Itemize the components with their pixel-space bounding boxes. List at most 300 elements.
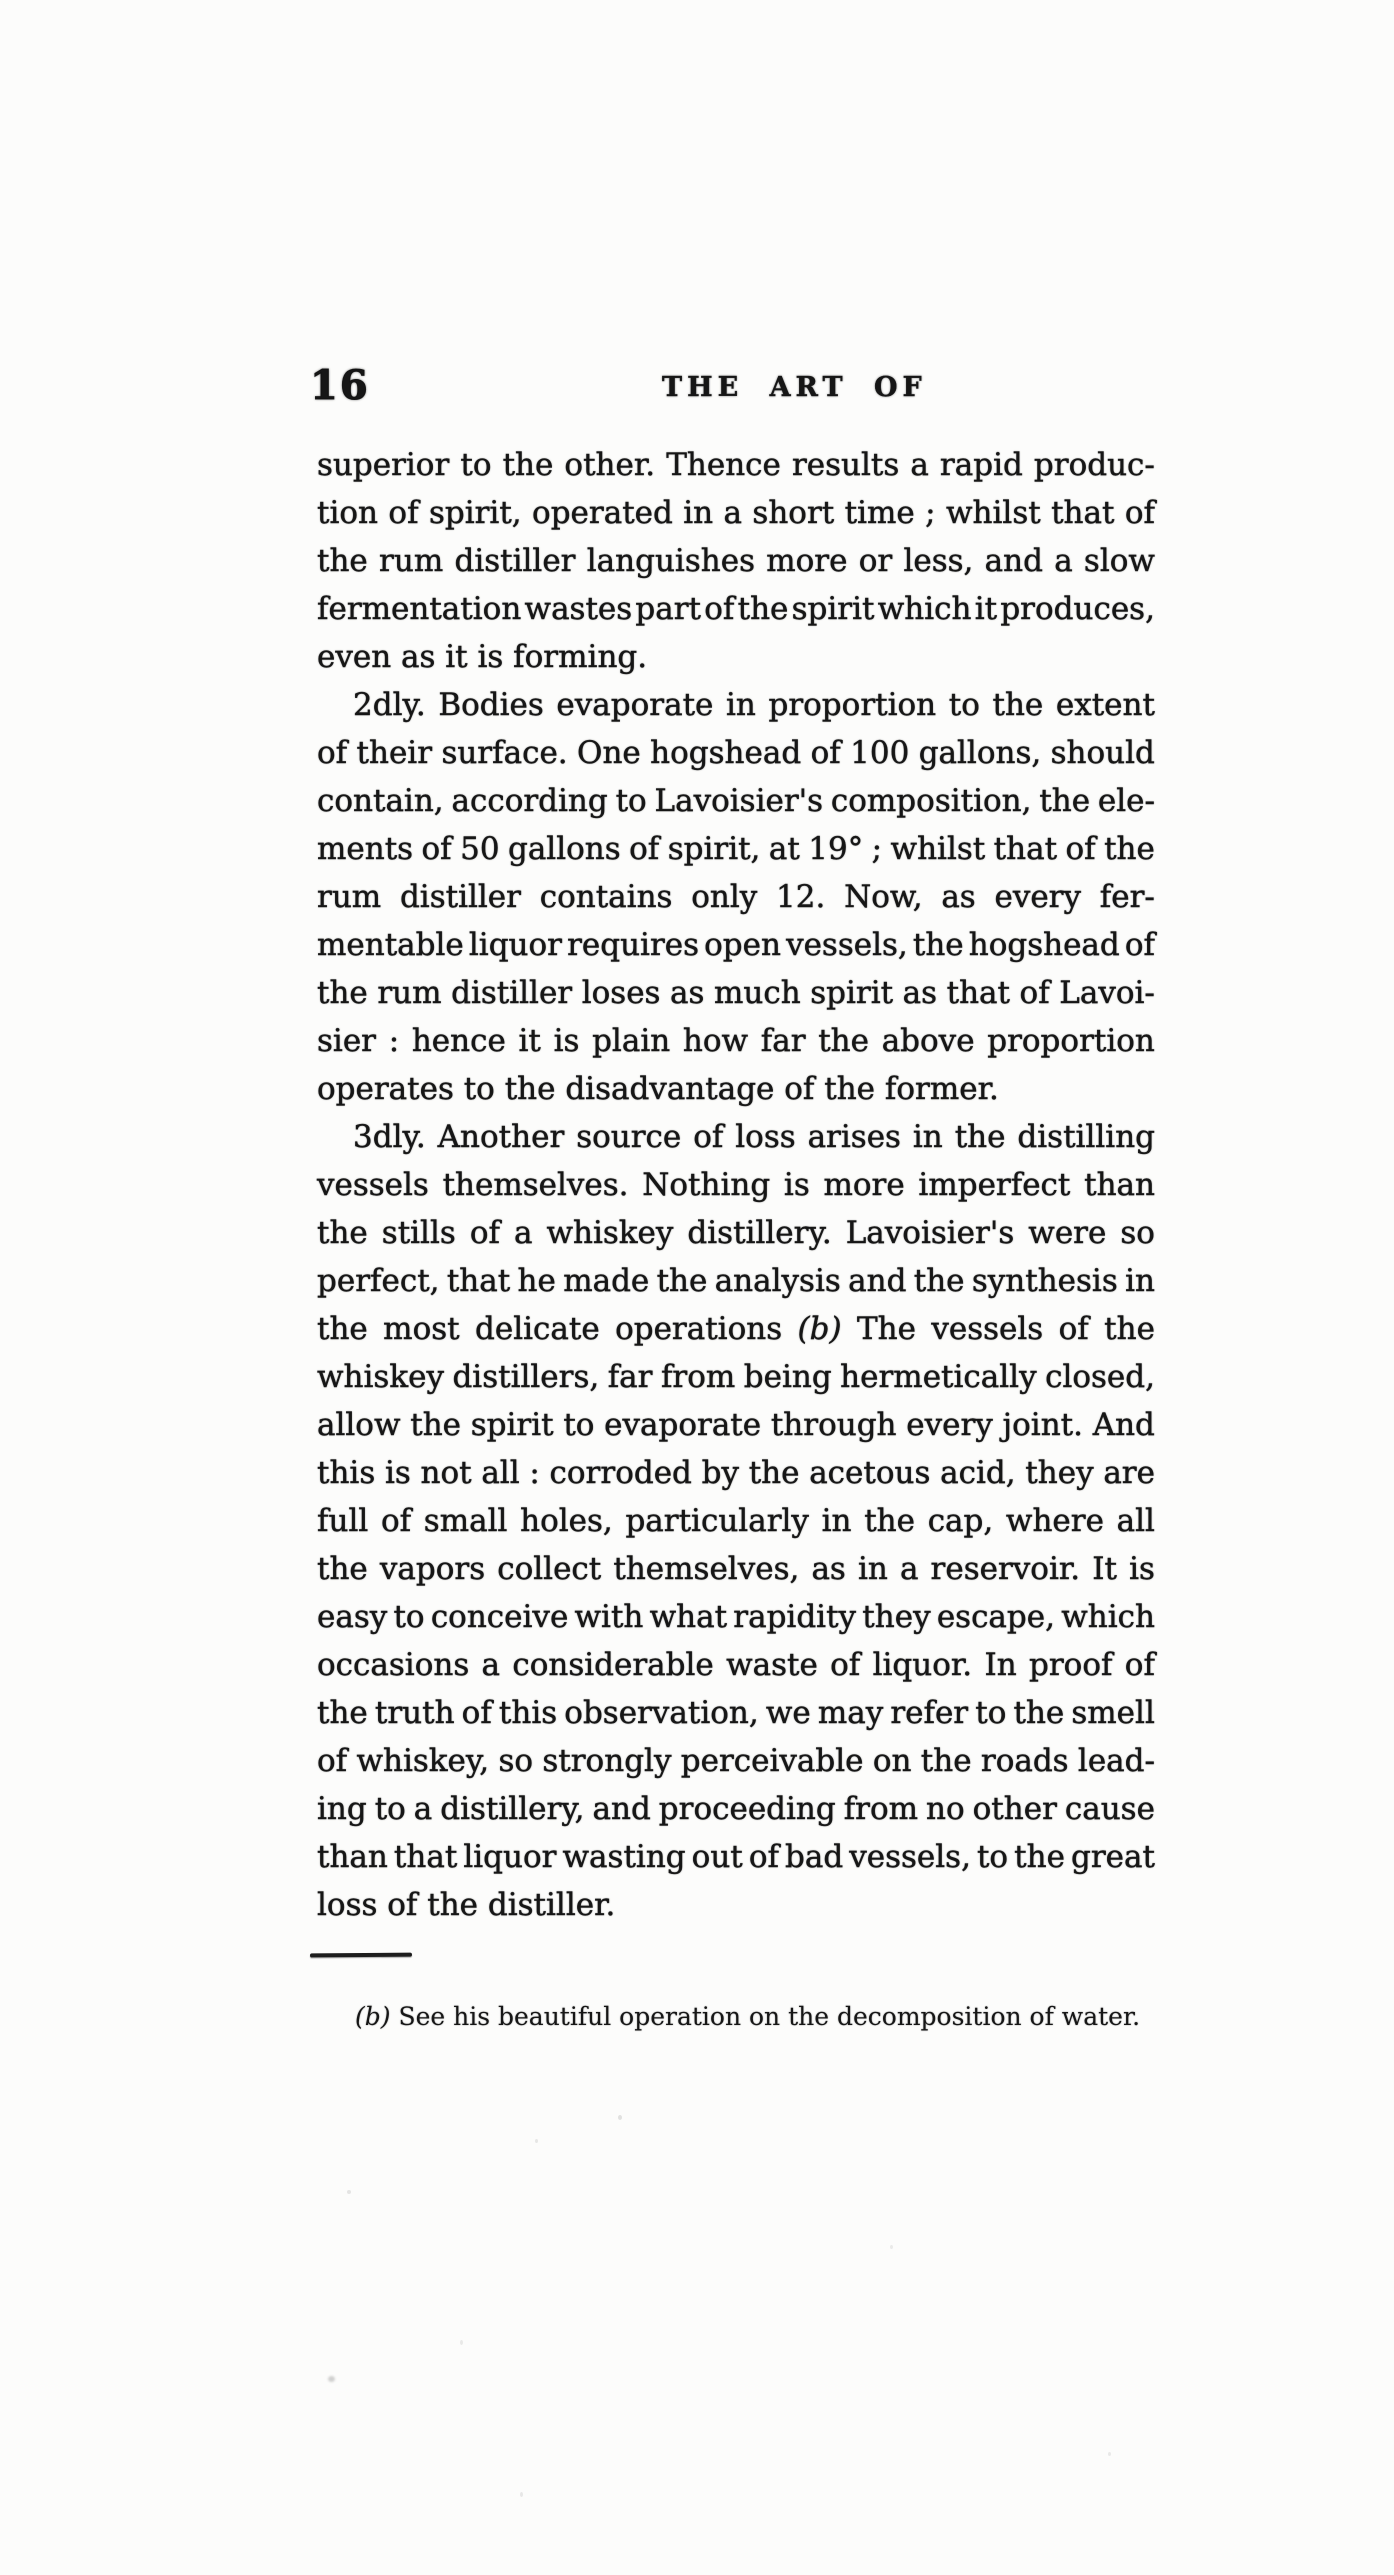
word: whilst [890, 831, 986, 867]
word: more [823, 1167, 905, 1203]
word: distilling [1017, 1119, 1155, 1155]
footnote-marker: (b) [355, 2002, 391, 2031]
word: great [1070, 1839, 1155, 1875]
word: allow [317, 1407, 401, 1443]
word: corroded [549, 1455, 692, 1491]
word: roads [980, 1743, 1069, 1779]
word: distillers, [452, 1359, 600, 1395]
word: Bodies [438, 687, 544, 723]
word: tion [317, 495, 379, 531]
word: gallons, [918, 735, 1042, 771]
word: made [563, 1263, 650, 1299]
word: the [818, 1023, 869, 1059]
word: rum [379, 543, 444, 579]
word: waste [726, 1647, 818, 1683]
word: the [913, 1263, 965, 1299]
word: loses [581, 975, 661, 1011]
word: smell [1071, 1695, 1155, 1731]
word: results [791, 447, 900, 483]
word: ; [925, 495, 936, 531]
word: rapidity [733, 1599, 857, 1635]
word: of [317, 1743, 348, 1779]
word: of [1124, 927, 1155, 963]
word: perceivable [680, 1743, 864, 1779]
word: distiller [451, 975, 573, 1011]
body-text [317, 441, 1155, 1929]
word: the [317, 975, 368, 1011]
word: as [902, 975, 938, 1011]
word: the [737, 591, 789, 627]
word: of [704, 591, 735, 627]
word: as [811, 1551, 846, 1587]
word: liquor [468, 927, 562, 963]
word: of [810, 735, 841, 771]
word: so [498, 1743, 534, 1779]
word: other [972, 1791, 1057, 1827]
word: easy [317, 1599, 388, 1635]
word: the [1104, 1311, 1155, 1347]
word: 50 [460, 831, 500, 867]
word: composition, [830, 783, 1032, 819]
text-line [317, 1593, 1155, 1641]
footnote-rule [310, 1953, 412, 1958]
word: imperfect [918, 1167, 1071, 1203]
word: of [1065, 831, 1096, 867]
word: extent [1055, 687, 1155, 723]
word: closed, [1045, 1359, 1155, 1395]
word: where [1005, 1503, 1104, 1539]
word: less, [903, 543, 974, 579]
word: of [748, 1839, 779, 1875]
word: on [872, 1743, 912, 1779]
word: fer- [1099, 879, 1155, 915]
footnote-text: See his beautiful operation on the decomposition of water. [398, 2002, 1141, 2031]
word: observation, [564, 1695, 759, 1731]
word: In [984, 1647, 1017, 1683]
running-title: THE ART OF [662, 372, 927, 403]
word: the [502, 447, 554, 483]
word: is [384, 1455, 411, 1491]
word: of [317, 735, 348, 771]
word: contains [539, 879, 673, 915]
word: hogshead [650, 735, 802, 771]
word: And [1092, 1407, 1155, 1443]
text-line [317, 681, 1155, 729]
word: evaporate [604, 1407, 762, 1443]
word: the [317, 1215, 368, 1251]
word: spirit, [428, 495, 522, 531]
word: acetous [809, 1455, 931, 1491]
word: arises [807, 1119, 901, 1155]
word: contain, [317, 783, 444, 819]
word: it [518, 1023, 541, 1059]
word: the [920, 1743, 972, 1779]
word: what [649, 1599, 728, 1635]
scan-speck [618, 2115, 622, 2120]
word: of [388, 495, 419, 531]
word: 12. [776, 879, 826, 915]
word: which [1061, 1599, 1155, 1635]
word: spirit [470, 1407, 554, 1443]
text-line [317, 1545, 1155, 1593]
word: source [576, 1119, 682, 1155]
word: the [992, 687, 1044, 723]
word: should [1050, 735, 1155, 771]
word: far [607, 1359, 653, 1395]
text-line [317, 1353, 1155, 1401]
text-line [317, 1449, 1155, 1497]
word: analysis [714, 1263, 841, 1299]
word: full [317, 1503, 369, 1539]
word: which [877, 591, 972, 627]
word: to [615, 783, 647, 819]
word: themselves. [442, 1167, 629, 1203]
text-line [317, 1161, 1155, 1209]
word: a [413, 1791, 433, 1827]
text-line [317, 777, 1155, 825]
word: other. [564, 447, 656, 483]
word: Another [437, 1119, 565, 1155]
word: may [817, 1695, 884, 1731]
word: are [1103, 1455, 1155, 1491]
word: operated [532, 495, 673, 531]
word: perfect, [317, 1263, 440, 1299]
word: in [725, 687, 756, 723]
word: only [691, 879, 758, 915]
word: languishes [586, 543, 755, 579]
word: above [881, 1023, 975, 1059]
word: of [461, 1695, 492, 1731]
text-line [317, 873, 1155, 921]
word: to [374, 1791, 406, 1827]
word: Thence [666, 447, 781, 483]
word: distillery, [440, 1791, 585, 1827]
word: more [766, 543, 848, 579]
word: of [1124, 1647, 1155, 1683]
word: small [423, 1503, 508, 1539]
word: hogshead [968, 927, 1120, 963]
text-line [317, 1017, 1155, 1065]
word: the [1013, 1695, 1065, 1731]
word: Lavoisier's [654, 783, 824, 819]
text-line [317, 1689, 1155, 1737]
word: a [723, 495, 743, 531]
text-line [317, 441, 1155, 489]
word: reservoir. [930, 1551, 1081, 1587]
text-line: loss of the distiller. [317, 1887, 616, 1923]
word: and [984, 543, 1043, 579]
word: out [691, 1839, 743, 1875]
word: all [481, 1455, 520, 1491]
word: One [577, 735, 641, 771]
word: rum [377, 975, 442, 1011]
word: operations [615, 1311, 783, 1347]
text-line [317, 585, 1155, 633]
word: from [843, 1791, 919, 1827]
word: (b) [797, 1311, 842, 1347]
word: cause [1064, 1791, 1155, 1827]
word: acid, [940, 1455, 1016, 1491]
word: of [1058, 1311, 1089, 1347]
text-line [317, 489, 1155, 537]
word: the [656, 1263, 708, 1299]
word: liquor. [872, 1647, 973, 1683]
text-line [317, 825, 1155, 873]
text-line [317, 1401, 1155, 1449]
word: spirit [810, 975, 894, 1011]
word: occasions [317, 1647, 470, 1683]
word: the [912, 927, 964, 963]
word: 2dly. [353, 687, 426, 723]
word: fermentation [317, 591, 522, 627]
word: to [975, 1695, 1007, 1731]
word: sier [317, 1023, 376, 1059]
word: the [1104, 831, 1155, 867]
word: ; [871, 831, 883, 867]
text-line [317, 729, 1155, 777]
word: in [821, 1503, 852, 1539]
word: in [1125, 1263, 1155, 1299]
word: hermetically [840, 1359, 1037, 1395]
word: rum [317, 879, 382, 915]
word: distillery. [687, 1215, 832, 1251]
word: to [976, 1839, 1009, 1875]
word: loss [735, 1119, 796, 1155]
word: gallons [507, 831, 621, 867]
word: or [858, 543, 893, 579]
word: than [1084, 1167, 1155, 1203]
word: of [1019, 975, 1050, 1011]
word: every [906, 1407, 993, 1443]
word: that [393, 1839, 458, 1875]
word: that [993, 831, 1058, 867]
word: their [356, 735, 433, 771]
text-line [317, 1785, 1155, 1833]
word: vessels [931, 1311, 1044, 1347]
text-line [317, 1305, 1155, 1353]
word: and [848, 1263, 907, 1299]
word: of [830, 1647, 861, 1683]
word: produces, [1000, 591, 1155, 627]
word: far [760, 1023, 806, 1059]
word: conceive [430, 1599, 569, 1635]
word: of [693, 1119, 724, 1155]
text-line [317, 1833, 1155, 1881]
word: so [1120, 1215, 1155, 1251]
word: as [670, 975, 705, 1011]
word: to [563, 1407, 595, 1443]
word: ele- [1097, 783, 1155, 819]
word: It [1092, 1551, 1117, 1587]
text-line [317, 1257, 1155, 1305]
word: were [1028, 1215, 1107, 1251]
word: of [469, 1215, 500, 1251]
word: wasting [562, 1839, 686, 1875]
word: much [713, 975, 801, 1011]
word: of [629, 831, 660, 867]
word: the [1014, 1839, 1065, 1875]
word: Now, [844, 879, 923, 915]
scan-speck [890, 2245, 893, 2249]
word: escape, [936, 1599, 1055, 1635]
word: the [748, 1455, 800, 1491]
word: particularly [625, 1503, 809, 1539]
word: liquor [463, 1839, 557, 1875]
word: evaporate [556, 687, 714, 723]
word: synthesis [971, 1263, 1118, 1299]
word: superior [317, 447, 450, 483]
word: being [743, 1359, 832, 1395]
word: with [574, 1599, 644, 1635]
word: whiskey [546, 1215, 674, 1251]
scan-speck [535, 2139, 538, 2143]
word: requires [567, 927, 700, 963]
word: 3dly. [353, 1119, 426, 1155]
text-line [317, 537, 1155, 585]
word: spirit [791, 591, 875, 627]
word: spirit, [667, 831, 761, 867]
word: not [420, 1455, 472, 1491]
word: that [446, 1263, 511, 1299]
word: the [1039, 783, 1091, 819]
word: it [974, 591, 998, 627]
word: the [410, 1407, 462, 1443]
word: no [926, 1791, 965, 1827]
word: distiller [454, 543, 576, 579]
word: the [317, 543, 368, 579]
scan-speck [520, 2492, 523, 2497]
word: delicate [475, 1311, 600, 1347]
word: distiller [399, 879, 521, 915]
word: bad [785, 1839, 844, 1875]
word: a [1054, 543, 1073, 579]
word: the [317, 1311, 368, 1347]
word: is [1129, 1551, 1155, 1587]
word: The [856, 1311, 916, 1347]
word: that [1051, 495, 1115, 531]
word: short [752, 495, 835, 531]
word: is [783, 1167, 810, 1203]
word: time [844, 495, 915, 531]
word: to [948, 687, 980, 723]
word: plain [592, 1023, 671, 1059]
word: hence [411, 1023, 506, 1059]
scan-speck [328, 2376, 335, 2382]
word: that [946, 975, 1010, 1011]
word: and [592, 1791, 651, 1827]
word: proof [1029, 1647, 1113, 1683]
word: the [864, 1503, 915, 1539]
word: proportion [987, 1023, 1155, 1059]
word: than [317, 1839, 388, 1875]
text-line [317, 1497, 1155, 1545]
word: lead- [1077, 1743, 1155, 1779]
word: strongly [542, 1743, 672, 1779]
word: to [460, 447, 492, 483]
word: most [383, 1311, 460, 1347]
footnote [355, 2000, 1165, 2034]
word: a [910, 447, 929, 483]
word: vapors [379, 1551, 486, 1587]
word: considerable [512, 1647, 714, 1683]
word: ing [317, 1791, 367, 1827]
word: ments [317, 831, 414, 867]
word: stills [381, 1215, 456, 1251]
word: every [994, 879, 1082, 915]
word: he [517, 1263, 556, 1299]
word: rapid [939, 447, 1023, 483]
text-line [317, 969, 1155, 1017]
word: 100 [850, 735, 910, 771]
word: open [704, 927, 781, 963]
text-line [317, 921, 1155, 969]
word: they [862, 1599, 931, 1635]
word: whilst [945, 495, 1041, 531]
word: vessels, [849, 1839, 971, 1875]
word: how [682, 1023, 749, 1059]
word: is [553, 1023, 580, 1059]
word: a [513, 1215, 533, 1251]
word: this [498, 1695, 558, 1731]
word: proceeding [658, 1791, 836, 1827]
word: of [1124, 495, 1155, 531]
scan-speck [1108, 2452, 1111, 2456]
word: refer [890, 1695, 969, 1731]
word: at [768, 831, 800, 867]
scan-speck [347, 2190, 351, 2194]
word: of [421, 831, 452, 867]
word: the [954, 1119, 1006, 1155]
word: Lavoisier's [845, 1215, 1015, 1251]
text-line [317, 1641, 1155, 1689]
word: to [393, 1599, 425, 1635]
word: : [388, 1023, 400, 1059]
scan-speck [460, 2340, 463, 2345]
word: wastes [524, 591, 633, 627]
word: Nothing [642, 1167, 771, 1203]
word: part [635, 591, 702, 627]
word: Lavoi- [1059, 975, 1155, 1011]
word: slow [1083, 543, 1155, 579]
word: they [1025, 1455, 1094, 1491]
word: surface. [441, 735, 568, 771]
word: a [899, 1551, 919, 1587]
word: the [317, 1695, 368, 1731]
word: themselves, [613, 1551, 800, 1587]
word: collect [497, 1551, 602, 1587]
word: this [317, 1455, 376, 1491]
word: vessels [317, 1167, 429, 1203]
word: according [451, 783, 608, 819]
word: we [765, 1695, 811, 1731]
word: : [529, 1455, 540, 1491]
word: all [1116, 1503, 1155, 1539]
text-line: even as it is forming. [317, 639, 648, 675]
word: mentable [317, 927, 464, 963]
word: a [481, 1647, 501, 1683]
word: of [380, 1503, 412, 1539]
word: vessels, [786, 927, 908, 963]
text-line [317, 1737, 1155, 1785]
word: in [912, 1119, 943, 1155]
word: through [770, 1407, 897, 1443]
word: holes, [520, 1503, 613, 1539]
word: in [857, 1551, 888, 1587]
page-number: 16 [310, 362, 370, 409]
text-line [317, 1113, 1155, 1161]
word: produc- [1033, 447, 1155, 483]
word: the [317, 1551, 368, 1587]
